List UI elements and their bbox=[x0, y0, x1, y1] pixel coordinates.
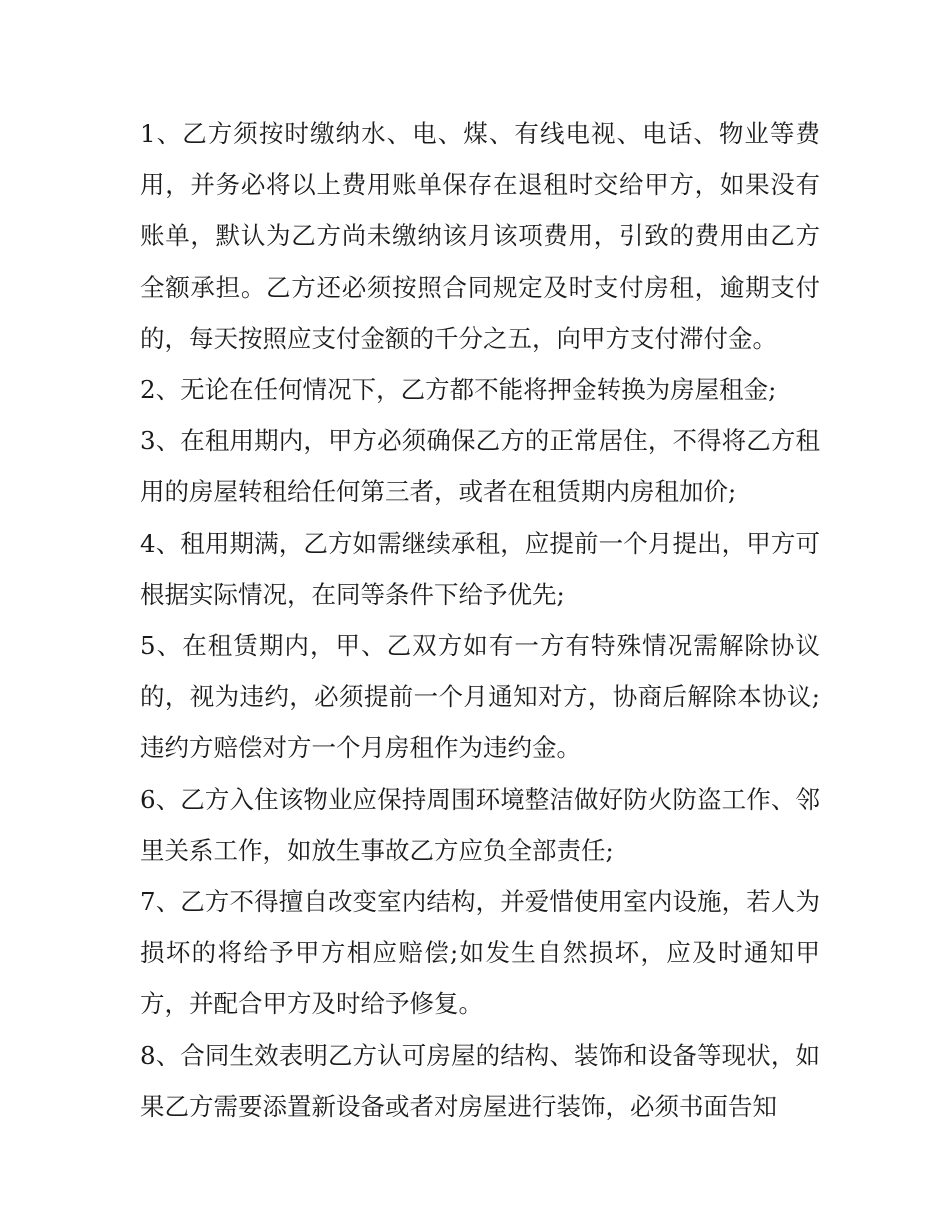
clause-5: 5、在租赁期内，甲、乙双方如有一方有特殊情况需解除协议的，视为违约，必须提前一个月通知对方，协商后解除本协议;违约方赔偿对方一个月房租作为违约金。 bbox=[140, 631, 820, 763]
clause-2: 2、无论在任何情况下，乙方都不能将押金转换为房屋租金; bbox=[140, 375, 777, 405]
document-body bbox=[140, 108, 820, 1132]
clause-3: 3、在租用期内，甲方必须确保乙方的正常居住，不得将乙方租用的房屋转租给任何第三者，或者在租赁期内房租加价; bbox=[140, 426, 820, 507]
clause-4: 4、租用期满，乙方如需继续承租，应提前一个月提出，甲方可根据实际情况，在同等条件下给予优先; bbox=[140, 528, 820, 609]
clause-8: 8、合同生效表明乙方认可房屋的结构、装饰和设备等现状，如果乙方需要添置新设备或者对房屋进行装饰，必须书面告知 bbox=[140, 1040, 820, 1121]
clause-6: 6、乙方入住该物业应保持周围环境整洁做好防火防盗工作、邻里关系工作，如放生事故乙方应负全部责任; bbox=[140, 784, 820, 865]
clause-1: 1、乙方须按时缴纳水、电、煤、有线电视、电话、物业等费用，并务必将以上费用账单保存在退租时交给甲方，如果没有账单，默认为乙方尚未缴纳该月该项费用，引致的费用由乙方全额承担。乙方还必须按照合同规定及时支付房租，逾期支付的，每天按照应支付金额的千分之五，向甲方支付滞付金。 bbox=[140, 119, 820, 353]
clause-7: 7、乙方不得擅自改变室内结构，并爱惜使用室内设施，若人为损坏的将给予甲方相应赔偿;如发生自然损坏，应及时通知甲方，并配合甲方及时给予修复。 bbox=[140, 887, 820, 1019]
